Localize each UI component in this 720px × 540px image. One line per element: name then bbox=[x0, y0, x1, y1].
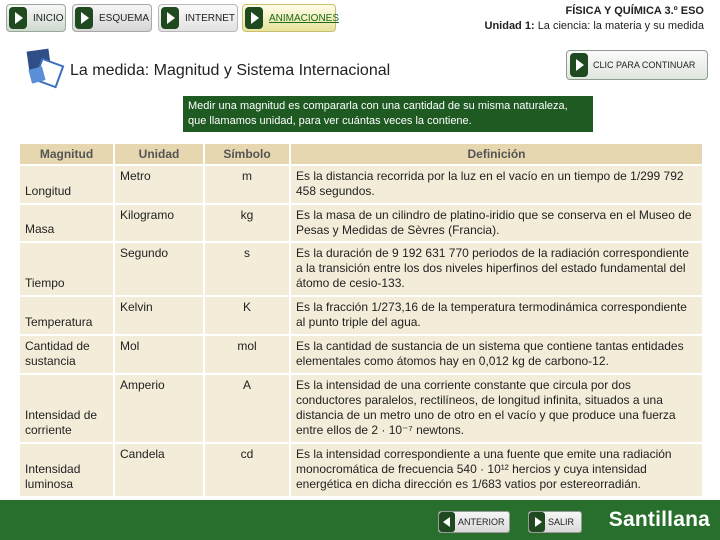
table-row bbox=[20, 165, 703, 204]
nav-internet-button[interactable] bbox=[158, 4, 238, 32]
cell-magnitud: Intensidad luminosa bbox=[20, 443, 114, 497]
nav-animaciones-label: ANIMACIONES bbox=[269, 12, 340, 24]
nav-esquema-label: ESQUEMA bbox=[99, 12, 150, 24]
brand-logo: Santillana bbox=[608, 508, 710, 531]
cell-definicion: Es la fracción 1/273,16 de la temperatura termodinámica correspondiente al punto triple del agua. bbox=[290, 296, 703, 335]
cell-simbolo: m bbox=[204, 165, 290, 204]
intro-text-box: Medir una magnitud es compararla con una cantidad de su misma naturaleza, que llamamos unidad, para ver cuántas veces la contiene. bbox=[183, 96, 593, 132]
nav-animaciones-button[interactable] bbox=[242, 4, 340, 32]
cell-definicion: Es la masa de un cilindro de platino-iridio que se conserva en el Museo de Pesas y Medidas de Sèvres (Francia). bbox=[290, 204, 703, 243]
cell-magnitud: Tiempo bbox=[20, 242, 114, 296]
cell-unidad: Metro bbox=[114, 165, 204, 204]
cell-simbolo: A bbox=[204, 374, 290, 443]
table-row bbox=[20, 204, 703, 243]
cell-unidad: Segundo bbox=[114, 242, 204, 296]
cell-unidad: Mol bbox=[114, 335, 204, 375]
cell-unidad: Kilogramo bbox=[114, 204, 204, 243]
anterior-label: ANTERIOR bbox=[458, 517, 505, 527]
header-definicion: Definición bbox=[290, 144, 703, 165]
cell-simbolo: K bbox=[204, 296, 290, 335]
course-header bbox=[485, 4, 705, 34]
nav-esquema-button[interactable] bbox=[72, 4, 152, 32]
si-units-table bbox=[20, 144, 704, 498]
header-magnitud: Magnitud bbox=[20, 144, 114, 165]
play-icon bbox=[570, 53, 588, 77]
salir-button[interactable] bbox=[528, 511, 582, 533]
cell-simbolo: cd bbox=[204, 443, 290, 497]
cell-definicion: Es la intensidad correspondiente a una fuente que emite una radiación monocromática de frecuencia 540 · 10¹² hercios y cuya intensidad energética en dicha dirección es 1/683 vatios por estereorradián. bbox=[290, 443, 703, 497]
play-icon bbox=[245, 7, 263, 29]
cell-definicion: Es la duración de 9 192 631 770 periodos de la radiación correspondiente a la transición entre los dos niveles hiperfinos del estado fundamental del átomo de cesio-133. bbox=[290, 242, 703, 296]
table-row bbox=[20, 296, 703, 335]
cell-magnitud: Longitud bbox=[20, 165, 114, 204]
table-row bbox=[20, 242, 703, 296]
course-subject: FÍSICA Y QUÍMICA 3.º ESO bbox=[565, 5, 704, 17]
unit-label: Unidad 1: bbox=[484, 20, 535, 32]
table-row bbox=[20, 443, 703, 497]
header-unidad: Unidad bbox=[114, 144, 204, 165]
nav-inicio-button[interactable] bbox=[6, 4, 66, 32]
cell-unidad: Kelvin bbox=[114, 296, 204, 335]
header-simbolo: Símbolo bbox=[204, 144, 290, 165]
continue-button[interactable] bbox=[566, 50, 708, 80]
unit-title: La ciencia: la materia y su medida bbox=[537, 20, 704, 32]
cell-unidad: Candela bbox=[114, 443, 204, 497]
continue-label: CLIC PARA CONTINUAR bbox=[593, 60, 696, 70]
salir-label: SALIR bbox=[548, 517, 575, 527]
anterior-button[interactable] bbox=[438, 511, 510, 533]
section-title: La medida: Magnitud y Sistema Internacional bbox=[70, 62, 391, 79]
cell-simbolo: s bbox=[204, 242, 290, 296]
cell-simbolo: mol bbox=[204, 335, 290, 375]
cell-magnitud: Intensidad de corriente bbox=[20, 374, 114, 443]
section-logo-icon bbox=[24, 48, 66, 96]
cell-definicion: Es la distancia recorrida por la luz en el vacío en un tiempo de 1/299 792 458 segundos. bbox=[290, 165, 703, 204]
cell-definicion: Es la cantidad de sustancia de un sistema que contiene tantas entidades elementales como átomos hay en 0,012 kg de carbono-12. bbox=[290, 335, 703, 375]
cell-magnitud: Temperatura bbox=[20, 296, 114, 335]
cell-simbolo: kg bbox=[204, 204, 290, 243]
nav-internet-label: INTERNET bbox=[185, 12, 235, 24]
play-icon bbox=[161, 7, 179, 29]
nav-inicio-label: INICIO bbox=[33, 12, 64, 24]
cell-definicion: Es la intensidad de una corriente constante que circula por dos conductores paralelos, rectilíneos, de longitud infinita, situados a una distancia de un metro uno de otro en el vacío y que produce una fuerza entre ellos de 2 · 10⁻⁷ newtons. bbox=[290, 374, 703, 443]
cell-magnitud: Cantidad de sustancia bbox=[20, 335, 114, 375]
cell-unidad: Amperio bbox=[114, 374, 204, 443]
play-icon bbox=[529, 512, 545, 532]
table-row bbox=[20, 335, 703, 375]
cell-magnitud: Masa bbox=[20, 204, 114, 243]
table-header-row bbox=[20, 144, 703, 165]
table-row bbox=[20, 374, 703, 443]
play-icon bbox=[9, 7, 27, 29]
back-arrow-icon bbox=[439, 512, 455, 532]
play-icon bbox=[75, 7, 93, 29]
course-unit bbox=[485, 19, 705, 34]
